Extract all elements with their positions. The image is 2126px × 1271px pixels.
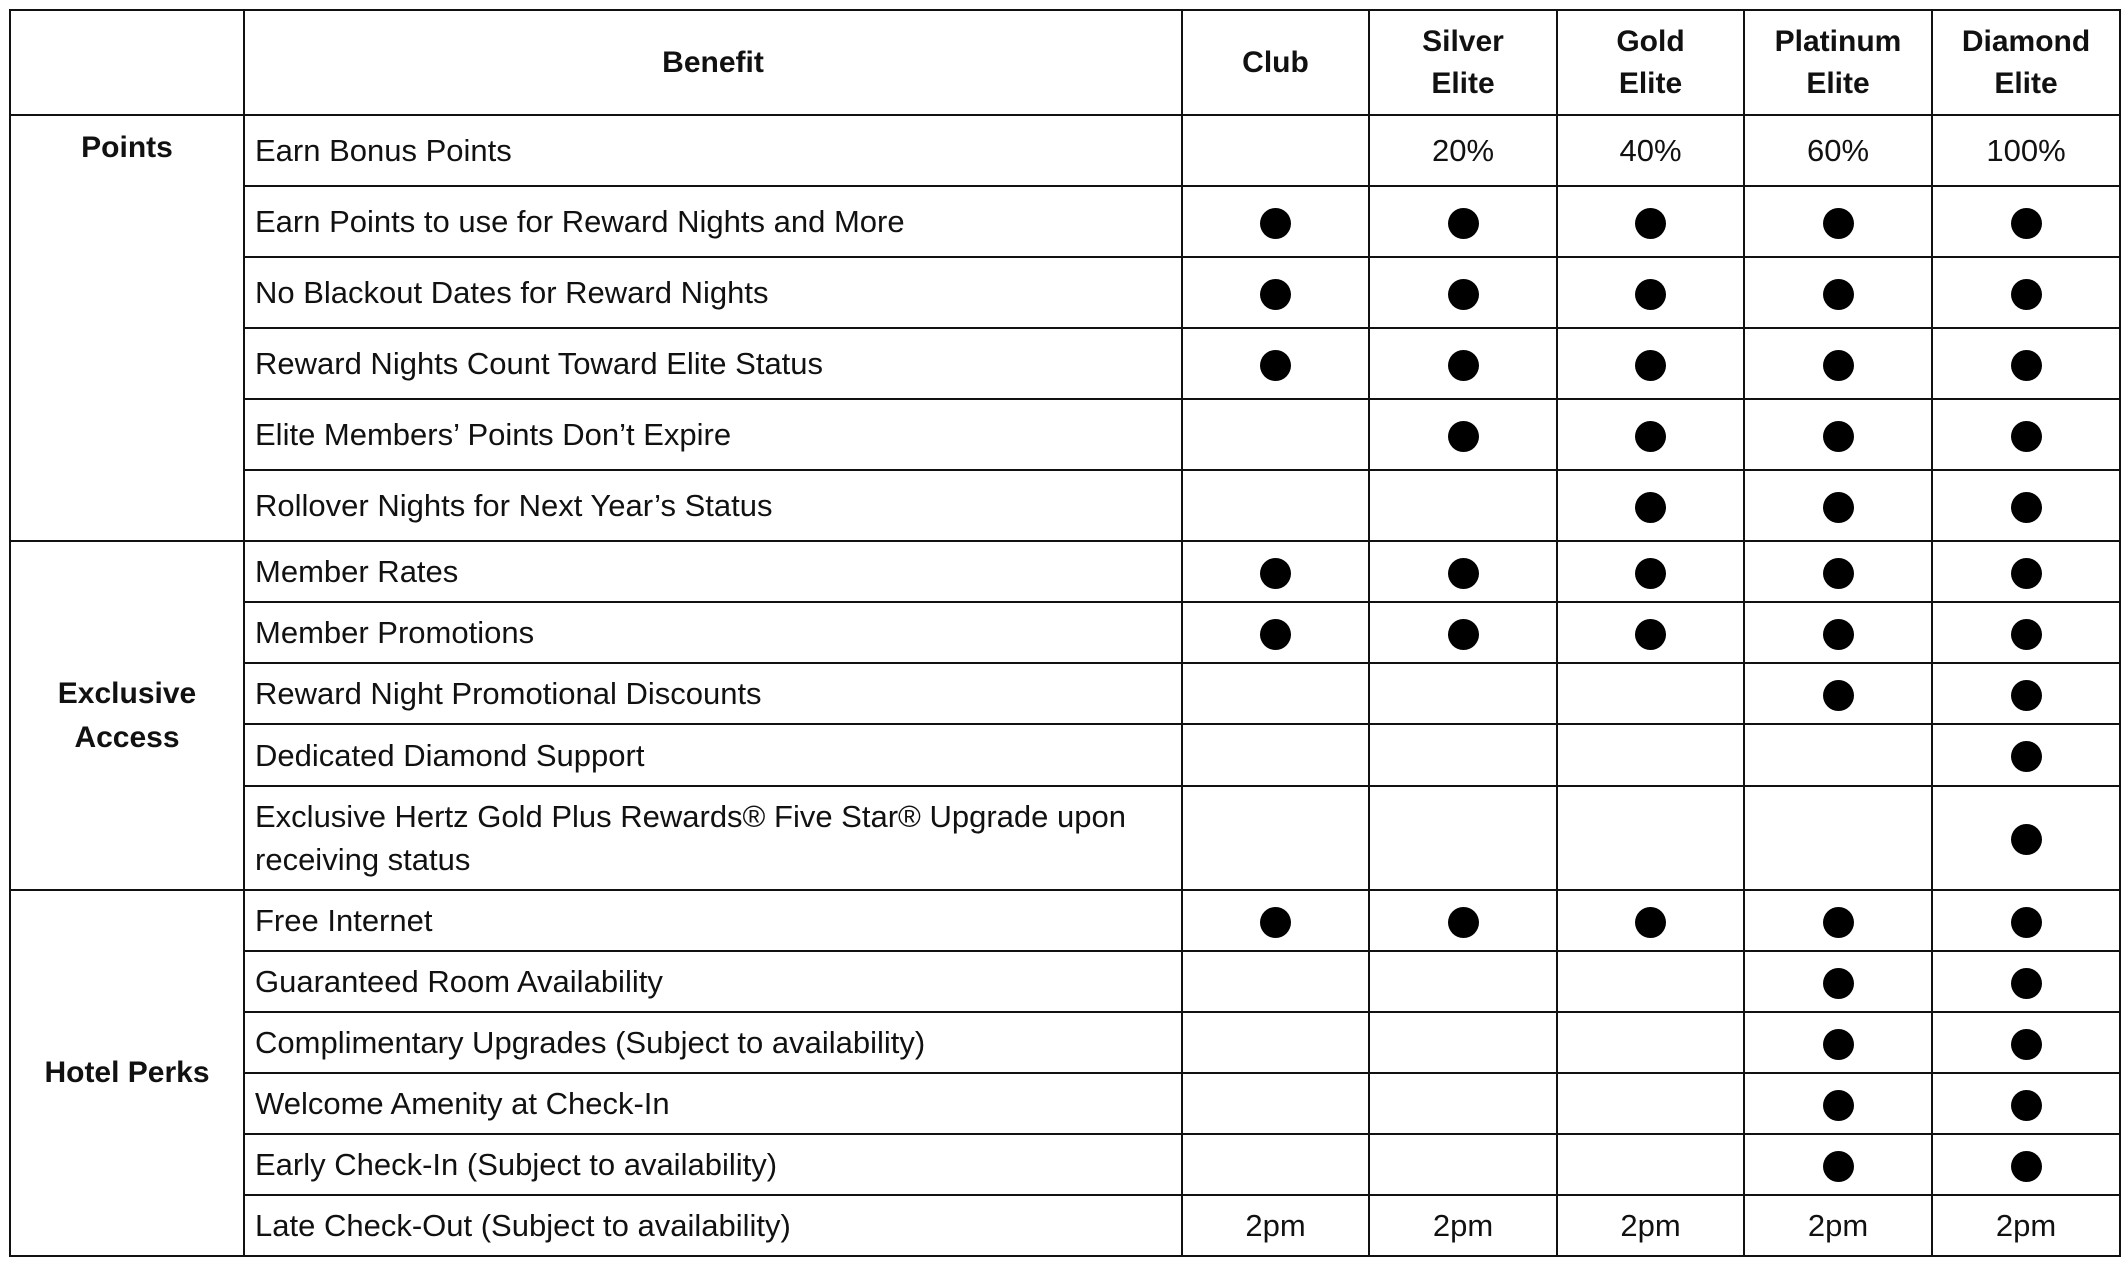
header-gold-elite: [1557, 10, 1744, 115]
tier-platinum-cell: [1744, 470, 1932, 541]
tier-silver-cell: [1369, 1134, 1557, 1195]
header-diamond-line2: Elite: [1994, 66, 2058, 100]
category-cell: [10, 890, 244, 1256]
filled-circle-icon: [1635, 421, 1666, 452]
tier-diamond-cell: [1932, 1073, 2120, 1134]
tier-gold-cell: [1557, 399, 1744, 470]
header-benefit: Benefit: [244, 10, 1182, 115]
tier-platinum-cell: [1744, 115, 1932, 186]
tier-platinum-cell: [1744, 328, 1932, 399]
header-row: [10, 10, 2120, 115]
filled-circle-icon: [1823, 208, 1854, 239]
tier-silver-cell: [1369, 602, 1557, 663]
header-gold-line1: Gold: [1616, 24, 1685, 58]
tier-diamond-cell: [1932, 399, 2120, 470]
header-gold-line2: Elite: [1618, 66, 1683, 100]
tier-gold-cell: [1557, 1012, 1744, 1073]
table-row: [10, 1073, 2120, 1134]
benefit-name: Exclusive Hertz Gold Plus Rewards® Five Star® Upgrade upon receiving status: [244, 786, 1182, 890]
tier-platinum-cell: [1744, 890, 1932, 951]
category-cell: [10, 541, 244, 890]
header-club: Club: [1182, 10, 1369, 115]
tier-platinum-cell: [1744, 663, 1932, 724]
tier-silver-cell: [1369, 115, 1557, 186]
tier-diamond-cell: [1932, 890, 2120, 951]
tier-gold-cell: [1557, 951, 1744, 1012]
filled-circle-icon: [2011, 208, 2042, 239]
tier-gold-cell: [1557, 257, 1744, 328]
filled-circle-icon: [1823, 350, 1854, 381]
filled-circle-icon: [2011, 741, 2042, 772]
tier-gold-cell: [1557, 786, 1744, 890]
benefit-name: Member Rates: [244, 541, 1182, 602]
filled-circle-icon: [2011, 279, 2042, 310]
filled-circle-icon: [1635, 492, 1666, 523]
benefit-name: Dedicated Diamond Support: [244, 724, 1182, 786]
filled-circle-icon: [1448, 208, 1479, 239]
category-label: Points: [81, 131, 173, 164]
filled-circle-icon: [1823, 1090, 1854, 1121]
tier-club-cell: [1182, 1073, 1369, 1134]
filled-circle-icon: [2011, 492, 2042, 523]
filled-circle-icon: [1823, 1151, 1854, 1182]
header-diamond-elite: [1932, 10, 2120, 115]
table-body: [10, 115, 2120, 1256]
tier-silver-cell: [1369, 663, 1557, 724]
filled-circle-icon: [1260, 619, 1291, 650]
tier-value: 2pm: [1245, 1207, 1306, 1243]
filled-circle-icon: [1823, 1029, 1854, 1060]
filled-circle-icon: [1635, 619, 1666, 650]
benefit-name: No Blackout Dates for Reward Nights: [244, 257, 1182, 328]
benefit-name: Elite Members’ Points Don’t Expire: [244, 399, 1182, 470]
tier-diamond-cell: [1932, 186, 2120, 257]
header-platinum-elite: [1744, 10, 1932, 115]
tier-value: 100%: [1986, 132, 2066, 168]
tier-club-cell: [1182, 1012, 1369, 1073]
tier-gold-cell: [1557, 115, 1744, 186]
header-silver-line2: Elite: [1431, 66, 1495, 100]
tier-platinum-cell: [1744, 541, 1932, 602]
filled-circle-icon: [2011, 968, 2042, 999]
filled-circle-icon: [2011, 907, 2042, 938]
table-row: [10, 541, 2120, 602]
filled-circle-icon: [1448, 907, 1479, 938]
benefit-name: Reward Nights Count Toward Elite Status: [244, 328, 1182, 399]
table-row: [10, 890, 2120, 951]
tier-club-cell: [1182, 541, 1369, 602]
benefit-name: Rollover Nights for Next Year’s Status: [244, 470, 1182, 541]
tier-silver-cell: [1369, 724, 1557, 786]
benefit-name: Reward Night Promotional Discounts: [244, 663, 1182, 724]
benefit-name: Free Internet: [244, 890, 1182, 951]
filled-circle-icon: [2011, 1090, 2042, 1121]
tier-diamond-cell: [1932, 115, 2120, 186]
tier-value: 2pm: [1995, 1207, 2057, 1243]
category-label: Hotel Perks: [44, 1056, 210, 1089]
filled-circle-icon: [1823, 421, 1854, 452]
tier-diamond-cell: [1932, 724, 2120, 786]
tier-platinum-cell: [1744, 1134, 1932, 1195]
tier-gold-cell: [1557, 724, 1744, 786]
header-silver-elite: [1369, 10, 1557, 115]
table-row: [10, 786, 2120, 890]
category-cell: [10, 115, 244, 541]
tier-silver-cell: [1369, 399, 1557, 470]
table-row: [10, 602, 2120, 663]
table-row: [10, 115, 2120, 186]
header-platinum-line2: Elite: [1806, 66, 1870, 100]
tier-platinum-cell: [1744, 186, 1932, 257]
filled-circle-icon: [1823, 492, 1854, 523]
filled-circle-icon: [1448, 350, 1479, 381]
table-row: [10, 663, 2120, 724]
header-platinum-line1: Platinum: [1774, 24, 1902, 58]
tier-club-cell: [1182, 328, 1369, 399]
tier-platinum-cell: [1744, 399, 1932, 470]
header-silver-line1: Silver: [1422, 24, 1504, 58]
tier-diamond-cell: [1932, 328, 2120, 399]
table-row: [10, 1012, 2120, 1073]
table-row: [10, 399, 2120, 470]
tier-diamond-cell: [1932, 541, 2120, 602]
tier-diamond-cell: [1932, 1134, 2120, 1195]
filled-circle-icon: [1635, 208, 1666, 239]
tier-silver-cell: [1369, 786, 1557, 890]
tier-gold-cell: [1557, 1073, 1744, 1134]
filled-circle-icon: [1635, 279, 1666, 310]
tier-club-cell: [1182, 951, 1369, 1012]
filled-circle-icon: [2011, 824, 2042, 855]
tier-silver-cell: [1369, 186, 1557, 257]
tier-platinum-cell: [1744, 951, 1932, 1012]
filled-circle-icon: [1448, 421, 1479, 452]
benefit-name: Late Check-Out (Subject to availability): [244, 1195, 1182, 1256]
filled-circle-icon: [1823, 968, 1854, 999]
tier-platinum-cell: [1744, 602, 1932, 663]
filled-circle-icon: [1448, 619, 1479, 650]
filled-circle-icon: [1260, 558, 1291, 589]
tier-silver-cell: [1369, 328, 1557, 399]
tier-silver-cell: [1369, 470, 1557, 541]
filled-circle-icon: [2011, 350, 2042, 381]
filled-circle-icon: [1823, 619, 1854, 650]
filled-circle-icon: [1823, 279, 1854, 310]
filled-circle-icon: [2011, 421, 2042, 452]
benefits-comparison-table: [9, 9, 2121, 1257]
tier-value: 2pm: [1807, 1207, 1869, 1243]
tier-platinum-cell: [1744, 1073, 1932, 1134]
tier-diamond-cell: [1932, 663, 2120, 724]
table-row: [10, 186, 2120, 257]
filled-circle-icon: [2011, 1029, 2042, 1060]
benefit-name: Guaranteed Room Availability: [244, 951, 1182, 1012]
filled-circle-icon: [1823, 680, 1854, 711]
tier-silver-cell: [1369, 1195, 1557, 1256]
tier-silver-cell: [1369, 951, 1557, 1012]
tier-club-cell: [1182, 115, 1369, 186]
filled-circle-icon: [1448, 558, 1479, 589]
tier-club-cell: [1182, 257, 1369, 328]
tier-silver-cell: [1369, 257, 1557, 328]
table-row: [10, 328, 2120, 399]
filled-circle-icon: [1635, 907, 1666, 938]
filled-circle-icon: [1260, 279, 1291, 310]
table-row: [10, 724, 2120, 786]
tier-platinum-cell: [1744, 786, 1932, 890]
tier-value: 40%: [1619, 132, 1682, 168]
table-row: [10, 1195, 2120, 1256]
benefit-name: Complimentary Upgrades (Subject to availability): [244, 1012, 1182, 1073]
tier-diamond-cell: [1932, 257, 2120, 328]
tier-club-cell: [1182, 1195, 1369, 1256]
filled-circle-icon: [2011, 558, 2042, 589]
tier-value: 2pm: [1432, 1207, 1494, 1243]
tier-gold-cell: [1557, 186, 1744, 257]
tier-club-cell: [1182, 724, 1369, 786]
benefit-name: Early Check-In (Subject to availability): [244, 1134, 1182, 1195]
header-empty-cell: [10, 10, 244, 115]
tier-gold-cell: [1557, 470, 1744, 541]
table-row: [10, 951, 2120, 1012]
filled-circle-icon: [1260, 208, 1291, 239]
filled-circle-icon: [1635, 558, 1666, 589]
table-row: [10, 257, 2120, 328]
tier-diamond-cell: [1932, 602, 2120, 663]
tier-club-cell: [1182, 470, 1369, 541]
tier-club-cell: [1182, 890, 1369, 951]
tier-platinum-cell: [1744, 257, 1932, 328]
tier-diamond-cell: [1932, 1012, 2120, 1073]
tier-value: 2pm: [1620, 1207, 1681, 1243]
tier-silver-cell: [1369, 1012, 1557, 1073]
filled-circle-icon: [1823, 558, 1854, 589]
table-row: [10, 470, 2120, 541]
benefit-name: Earn Bonus Points: [244, 115, 1182, 186]
filled-circle-icon: [1635, 350, 1666, 381]
tier-club-cell: [1182, 786, 1369, 890]
tier-diamond-cell: [1932, 470, 2120, 541]
tier-gold-cell: [1557, 1195, 1744, 1256]
tier-platinum-cell: [1744, 1012, 1932, 1073]
tier-club-cell: [1182, 602, 1369, 663]
tier-club-cell: [1182, 1134, 1369, 1195]
tier-club-cell: [1182, 186, 1369, 257]
filled-circle-icon: [2011, 619, 2042, 650]
filled-circle-icon: [1260, 350, 1291, 381]
filled-circle-icon: [2011, 680, 2042, 711]
header-diamond-line1: Diamond: [1961, 24, 2091, 58]
benefit-name: Earn Points to use for Reward Nights and More: [244, 186, 1182, 257]
tier-gold-cell: [1557, 602, 1744, 663]
tier-gold-cell: [1557, 541, 1744, 602]
filled-circle-icon: [2011, 1151, 2042, 1182]
filled-circle-icon: [1448, 279, 1479, 310]
tier-diamond-cell: [1932, 786, 2120, 890]
tier-gold-cell: [1557, 328, 1744, 399]
tier-club-cell: [1182, 663, 1369, 724]
tier-platinum-cell: [1744, 1195, 1932, 1256]
table-row: [10, 1134, 2120, 1195]
filled-circle-icon: [1260, 907, 1291, 938]
tier-silver-cell: [1369, 890, 1557, 951]
tier-gold-cell: [1557, 890, 1744, 951]
category-label-line: Access: [74, 720, 180, 754]
tier-club-cell: [1182, 399, 1369, 470]
tier-diamond-cell: [1932, 1195, 2120, 1256]
tier-diamond-cell: [1932, 951, 2120, 1012]
benefit-name: Welcome Amenity at Check-In: [244, 1073, 1182, 1134]
filled-circle-icon: [1823, 907, 1854, 938]
benefit-name: Member Promotions: [244, 602, 1182, 663]
tier-value: 60%: [1806, 132, 1870, 168]
tier-platinum-cell: [1744, 724, 1932, 786]
tier-value: 20%: [1431, 132, 1495, 168]
tier-gold-cell: [1557, 663, 1744, 724]
category-label-line: Exclusive: [57, 676, 197, 710]
tier-gold-cell: [1557, 1134, 1744, 1195]
tier-silver-cell: [1369, 541, 1557, 602]
tier-silver-cell: [1369, 1073, 1557, 1134]
